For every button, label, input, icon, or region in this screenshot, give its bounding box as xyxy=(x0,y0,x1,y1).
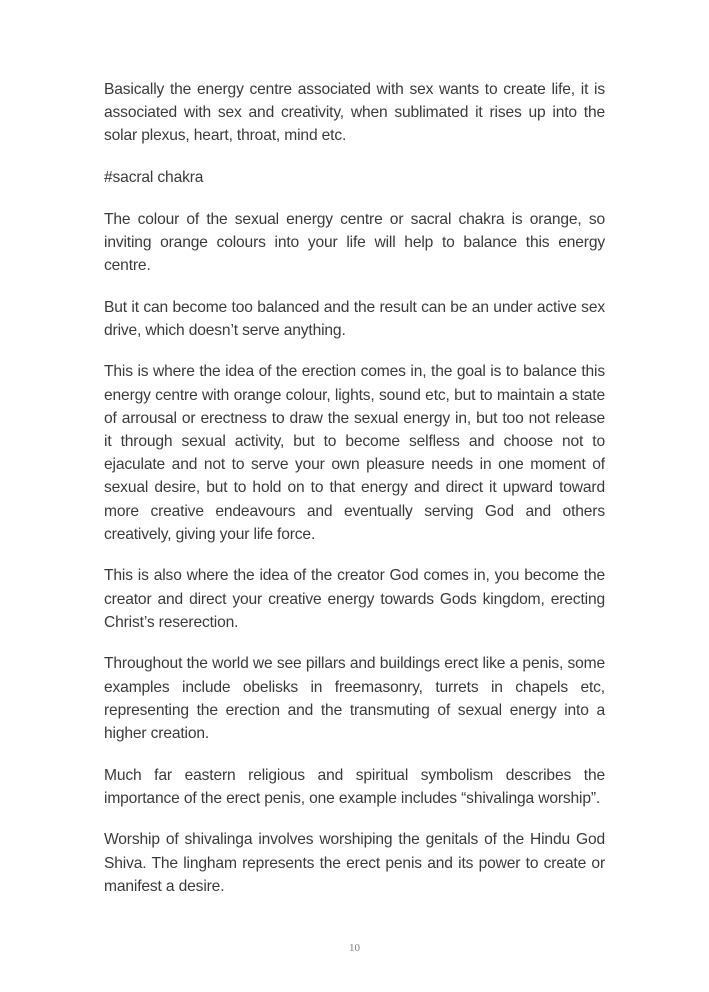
paragraph-shivalinga-worship: Worship of shivalinga involves worshiping the genitals of the Hindu God Shiva. The lingham represents the erect penis and its power to create or manifest a desire. xyxy=(104,831,605,895)
page-number: 10 xyxy=(349,942,360,954)
paragraph-sex-energy-centre: Basically the energy centre associated with sex wants to create life, it is associated with sex and creativity, when sublimated it rises up into the solar plexus, heart, throat, mind etc. xyxy=(104,81,605,145)
paragraph-sacral-chakra-tag: #sacral chakra xyxy=(104,169,204,186)
paragraph-orange-colour: The colour of the sexual energy centre or sacral chakra is orange, so inviting orange colours into your life will help to balance this energy centre. xyxy=(104,210,605,274)
paragraph-pillars-buildings: Throughout the world we see pillars and buildings erect like a penis, some examples include obelisks in freemasonry, turrets in chapels etc, representing the erection and the transmuting of sexual energy into a higher creation. xyxy=(104,655,605,743)
page-body xyxy=(104,78,605,916)
paragraph-far-eastern-symbolism: Much far eastern religious and spiritual symbolism describes the importance of the erect penis, one example includes “shivalinga worship”. xyxy=(104,766,605,807)
paragraph-erection-idea: This is where the idea of the erection comes in, the goal is to balance this energy centre with orange colour, lights, sound etc, but to maintain a state of arrousal or erectness to draw the sexual energy in, but too not release it through sexual activity, but to become selfless and choose not to ejaculate and not to serve your own pleasure needs in one moment of sexual desire, but to hold on to that energy and direct it upward toward more creative endeavours and eventually serving God and others creatively, giving your life force. xyxy=(104,363,605,543)
paragraph-creator-god: This is also where the idea of the creator God comes in, you become the creator and direct your creative energy towards Gods kingdom, erecting Christ’s reserection. xyxy=(104,567,605,631)
paragraph-too-balanced: But it can become too balanced and the result can be an under active sex drive, which doesn’t serve anything. xyxy=(104,298,605,339)
